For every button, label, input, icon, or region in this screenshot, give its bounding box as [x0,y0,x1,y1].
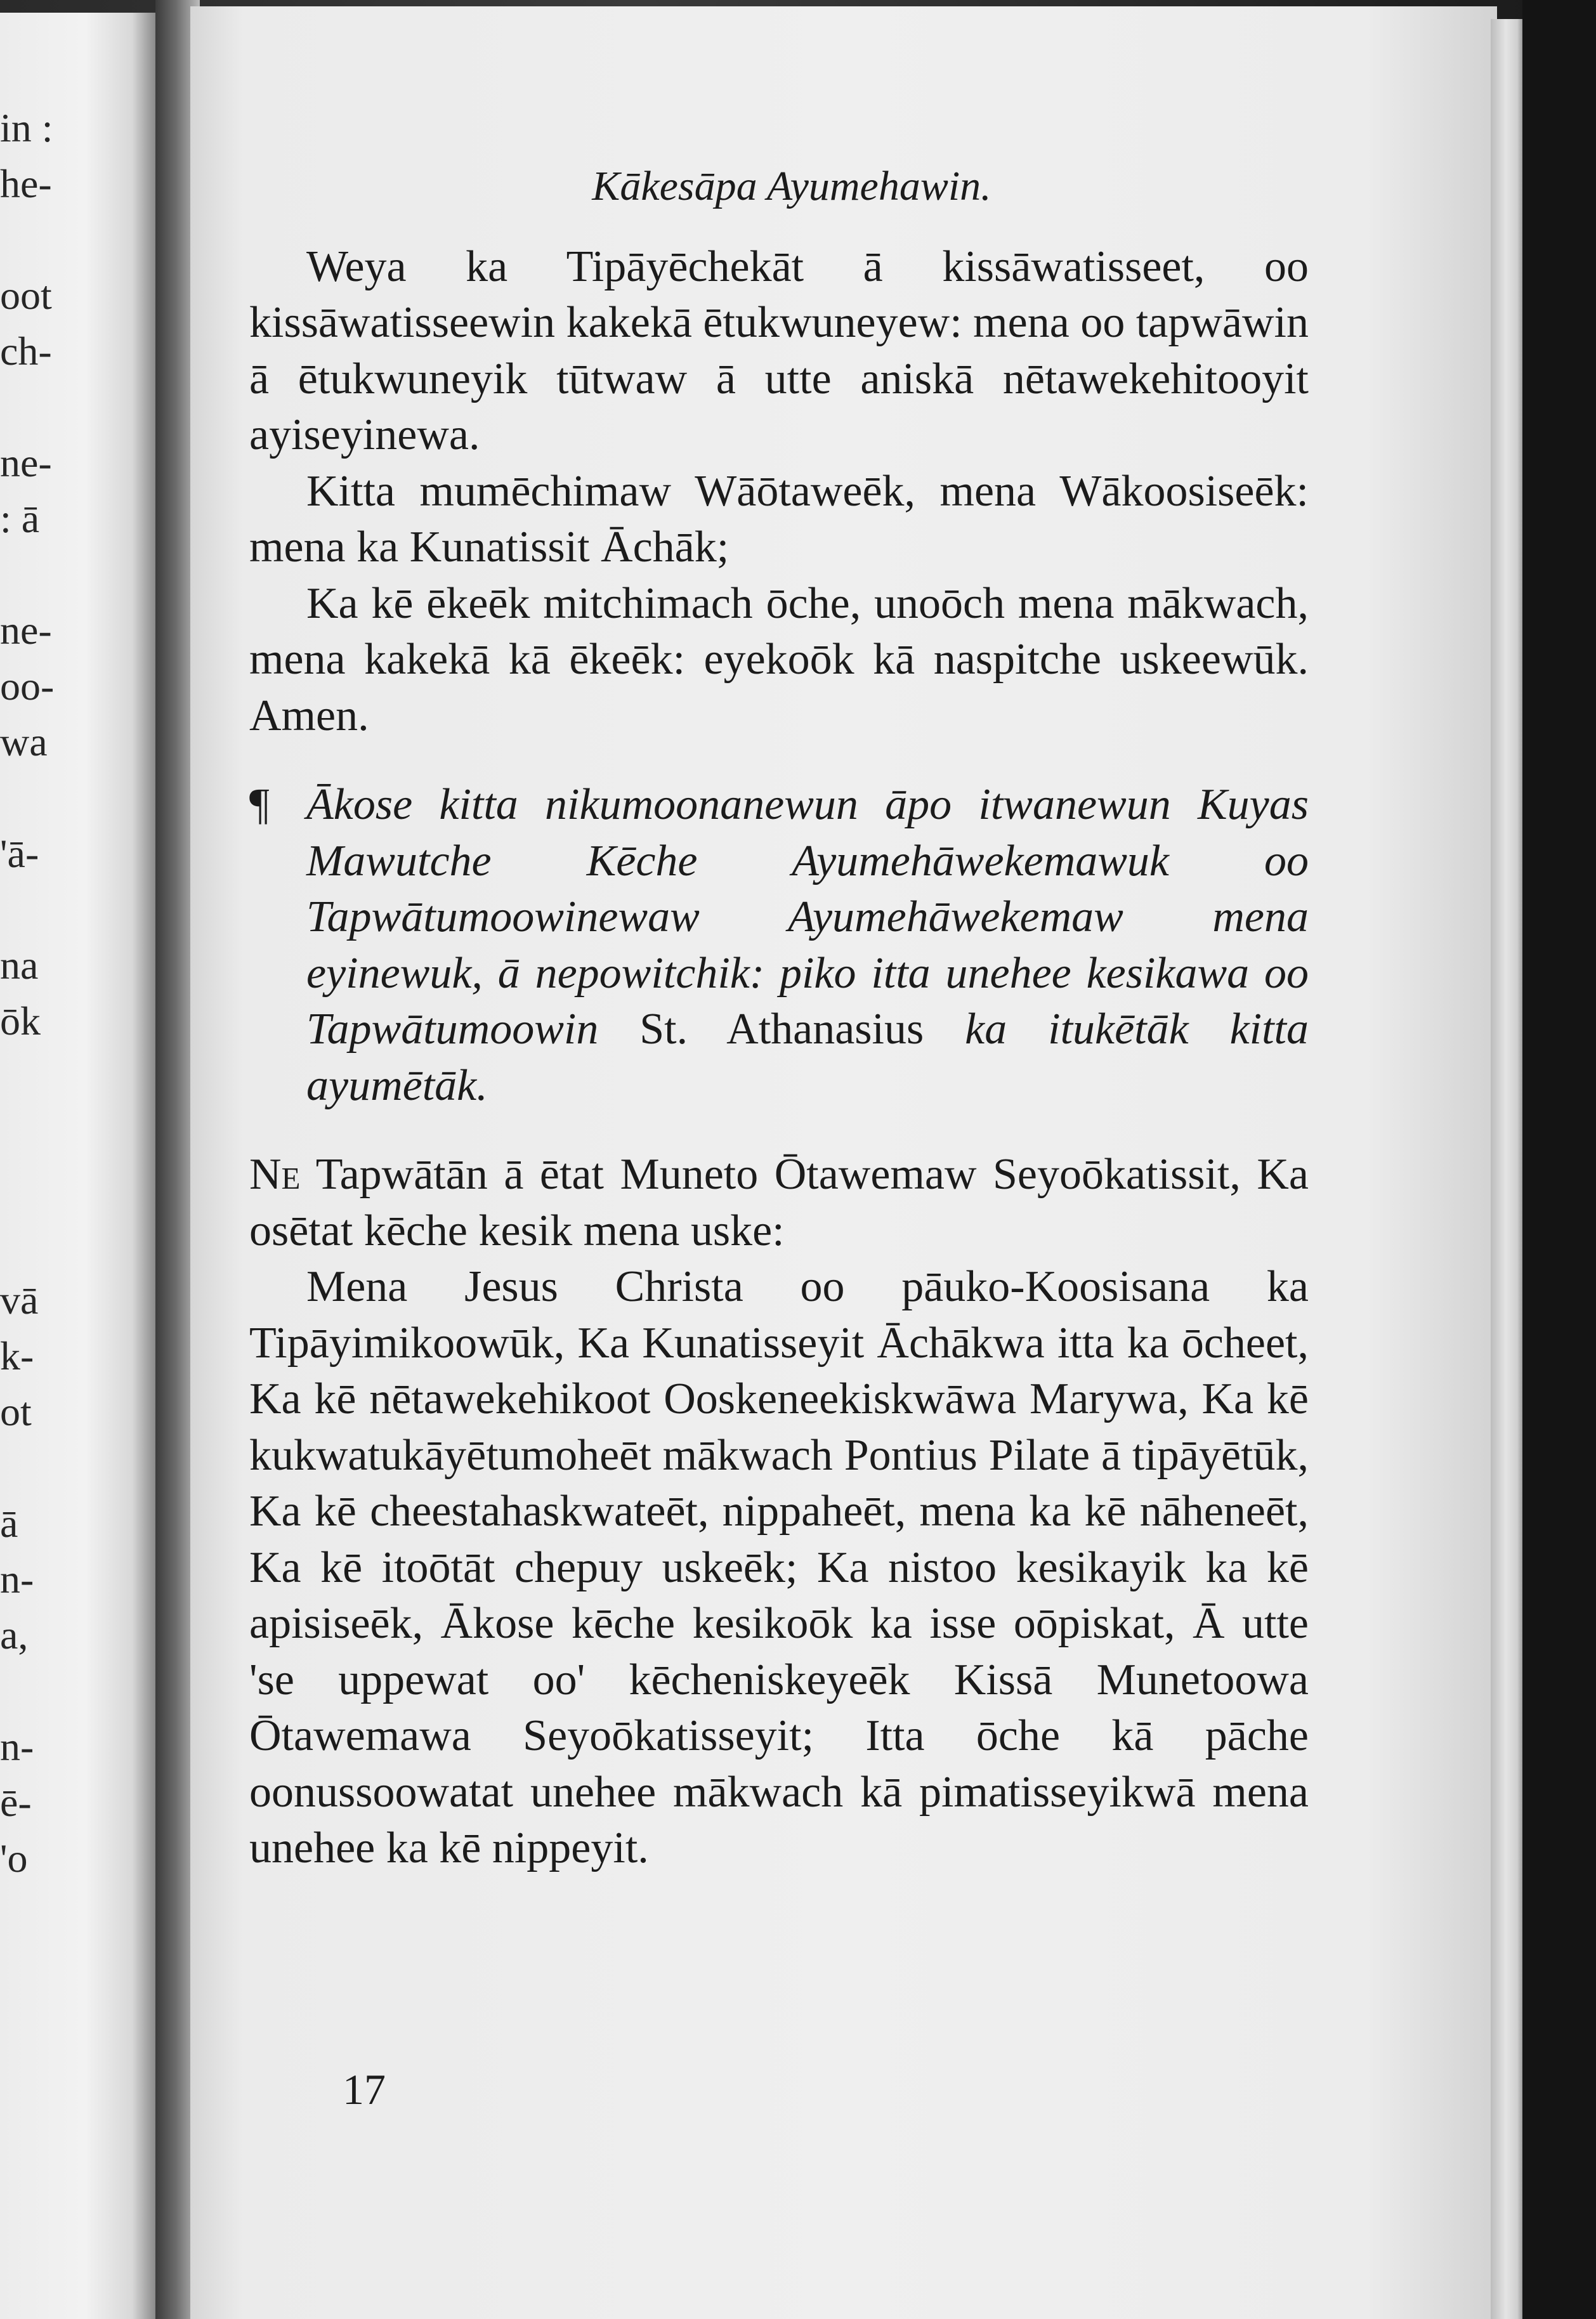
left-page-fragment: in : [0,105,53,150]
left-page-fragment: vā [0,1277,39,1323]
left-page-fragment: n- [0,1557,34,1602]
left-page-fragment: n- [0,1724,34,1769]
left-page-fragment: ne- [0,608,52,653]
rubric-tail-text: ka itukētāk kitta ayumētāk. [306,1005,1309,1110]
left-page-fragment: oo- [0,663,55,709]
paragraph-gloria-3: Ka kē ēkeēk mitchimach ōche, unoōch mena mākwach, mena kakekā kā ēkeēk: eyekoōk kā naspitche uskeewūk. Amen. [249,578,1309,740]
left-page-fragment: ā [0,1501,18,1546]
left-facing-page [0,13,155,2319]
creed-paragraph-2: Mena Jesus Christa oo pāuko-Koosisana ka Tipāyimikoowūk, Ka Kunatisseyit Āchākwa itta ka ōcheet, Ka kē nētawekehikoot Ooskeneekiskwāwa Marywa, Ka kē kukwatukāyētumoheēt mākwach Pontius Pilate ā tipāyētūk, Ka kē cheestahaskwateēt, nippaheēt, mena ka kē nāheneēt, Ka kē itoōtāt chepuy uskeēk; Ka nistoo kesikayik ka kē apisiseēk, Ākose kēche kesikoōk ka isse oōpiskat, Ā utte 'se uppewat oo' kēcheniskeyeēk Kissā Munetoowa Ōtawemawa Seyoōkatisseyit; Itta ōche kā pāche oonussoowatat unehee mākwach kā pimatisseyikwā mena unehee ka kē nippeyit. [249,1262,1309,1872]
creed-opening-word: Ne [249,1150,301,1199]
rubric-instruction [249,777,1309,1114]
left-page-fragment: 'o [0,1836,28,1881]
paragraph-gloria-1: Weya ka Tipāyēchekāt ā kissāwatisseet, oo kissāwatisseewin kakekā ētukwuneyew: mena oo tapwāwin ā ētukwuneyik tūtwaw ā utte aniskā nētawekehitooyit ayiseyinewa. [249,242,1309,459]
left-page-fragment: ne- [0,440,52,485]
creed-paragraph-1-text: Tapwātān ā ētat Muneto Ōtawemaw Seyoōkatissit, Ka osētat kēche kesik mena uske: [249,1150,1309,1255]
rubric-saint-name: St. Athanasius [639,1005,924,1054]
left-page-fragment: 'ā- [0,831,39,876]
left-page-fragment: ē- [0,1780,32,1825]
left-page-fragment: k- [0,1333,34,1378]
left-page-fragment: : ā [0,496,40,541]
page-number: 17 [343,2065,386,2113]
left-page-fragment: ot [0,1389,32,1434]
page-text [249,159,1309,1877]
left-page-fragment: wa [0,719,48,764]
left-page-fragment: he- [0,161,52,206]
left-page-fragment: na [0,943,39,988]
left-page-fragment: oot [0,273,52,318]
left-page-fragment: ch- [0,329,52,374]
rubric-italic-text: Ākose kitta nikumoonanewun āpo itwanewun Kuyas Mawutche Kēche Ayumehāwekemawuk oo Tapwātumoowinewaw Ayumehāwekemaw mena eyinewuk, ā nepowitchik: piko itta unehee kesikawa oo Tapwātumoowin [306,780,1309,1054]
running-heading: Kākesāpa Ayumehawin. [592,163,991,209]
scan-border-right [1522,0,1596,2319]
creed-paragraph-1 [249,1147,1309,1259]
left-page-fragment: a, [0,1612,29,1657]
pilcrow-symbol: ¶ [249,780,270,829]
left-page-fragment: ōk [0,998,41,1043]
paragraph-gloria-2: Kitta mumēchimaw Wāōtaweēk, mena Wākoosiseēk: mena ka Kunatissit Āchāk; [249,466,1309,572]
